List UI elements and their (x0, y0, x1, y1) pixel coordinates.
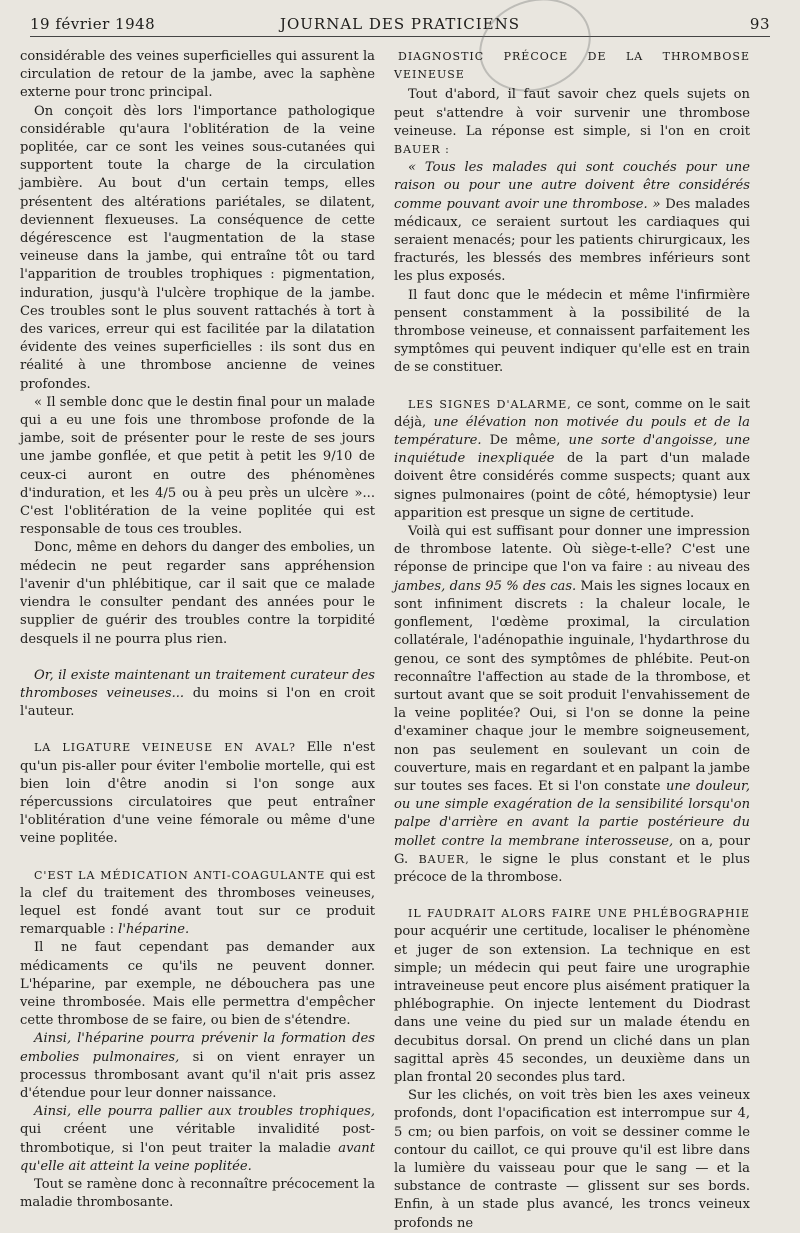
author-name: BAUER, (418, 852, 470, 866)
paragraph: Il ne faut cependant pas demander aux médicaments ce qu'ils ne peuvent donner. L'héparine, par exemple, ne débouchera pas une veine thrombosée. Mais elle permettra d'empêcher cette thrombose de se faire, ou bien de s'étendre. (20, 940, 375, 1029)
section-heading: DIAGNOSTIC PRÉCOCE DE LA THROMBOSE VEINEUSE (394, 50, 750, 82)
paragraph: LA LIGATURE VEINEUSE EN AVAL? Elle n'est qu'un pis-aller pour éviter l'embolie mortelle, qui est bien loin d'être anodin si l'on songe aux répercussions circulatoires que peut entraîner l'oblitération d'une veine fémorale ou même d'une veine poplitée. (20, 740, 375, 847)
left-column (20, 48, 375, 1212)
paragraph: Il faut donc que le médecin et même l'infirmière pensent constamment à la possibilité de la thrombose veineuse, et connaissent parfaitement les symptômes qui peuvent indiquer qu'elle est en train de se constituer. (394, 287, 750, 376)
paragraph: Tout d'abord, il faut savoir chez quels sujets on peut s'attendre à voir survenir une thrombose veineuse. La réponse est simple, si l'on en croit BAUER : (394, 87, 750, 157)
paragraph: Donc, même en dehors du danger des embolies, un médecin ne peut regarder sans appréhension l'avenir d'un phlébitique, car il sait que ce malade viendra le consulter pendant des années pour le supplier de guérir des troubles contre la torpidité desquels il ne pourra plus rien. (20, 540, 375, 647)
paragraph: Tout se ramène donc à reconnaître précocement la maladie thrombosante. (20, 1176, 375, 1211)
paragraph: Voilà qui est suffisant pour donner une impression de thrombose latente. Où siège-t-elle? C'est une réponse de principe que l'on va faire : au niveau des jambes, dans 95 % des cas. Mais les signes locaux en sont infiniment discrets : la chaleur locale, le gonflement, l'œdème proximal, la circulation collatérale, l'adénopathie inguinale, l'hydarthrose du genou, ce sont des symptômes de phlébite. Peut-on reconnaître l'affection au stade de la thrombose, et surtout avant que se soit produit l'envahissement de la veine poplitée? Oui, si l'on se donne la peine d'examiner chaque jour le membre soigneusement, non pas seulement en soulevant un coin de couverture, mais en regardant et en palpant la jambe sur toutes ses faces. Et si l'on constate une douleur, ou une simple exagération de la sensibilité lorsqu'on palpe d'arrière en avant la partie postérieure du mollet contre la membrane interosseuse, on a, pour G. BAUER, le signe le plus constant et le plus précoce de la thrombose. (394, 524, 750, 885)
emphasis: Or, il existe maintenant un traitement curateur des thromboses veineuses... (20, 667, 375, 701)
quote-paragraph: « Il semble donc que le destin final pour un malade qui a eu une fois une thrombose profonde de la jambe, soit de présenter pour le reste de ses jours une jambe gonflée, et que petit à petit les 9/10 de ceux-ci auront en outre des phénomènes d'induration, et les 4/5 ou à peu près un ulcère »... C'est l'oblitération de la veine poplitée qui est responsable de tous ces troubles. (20, 394, 375, 538)
paragraph: C'EST LA MÉDICATION ANTI-COAGULANTE qui est la clef du traitement des thromboses veineuses, lequel est fondé avant tout sur ce produit remarquable : l'héparine. (20, 867, 375, 938)
run-in-heading: LA LIGATURE VEINEUSE EN AVAL? (34, 741, 296, 755)
paragraph: Sur les clichés, on voit très bien les axes veineux profonds, dont l'opacification est interrompue sur 4, 5 cm; ou bien parfois, on voit se dessiner comme le contour du caillot, ce qui prouve qu'il est libre dans la lumière du vaisseau pour que le sang — et la substance de contraste — glissent sur ses bords. Enfin, à un stade plus avancé, les troncs veineux profonds ne (394, 1088, 750, 1231)
author-name: BAUER : (394, 143, 450, 157)
quote-paragraph: « Tous les malades qui sont couchés pour une raison ou pour une autre doivent être considérés comme pouvant avoir une thrombose. » Des malades médicaux, ce seraient surtout les cardiaques qui seraient menacés; pour les patients chirurgicaux, les fracturés, les blessés des membres inférieurs sont les plus exposés. (394, 160, 751, 285)
paragraph: On conçoit dès lors l'importance pathologique considérable qu'aura l'oblitération de la veine poplitée, car ce sont les veines sous-cutanées qui supportent toute la charge de la circulation jambière. Au bout d'un certain temps, elles présentent des altérations pariétales, se dilatent, deviennent flexueuses. La conséquence de cette dégérescence est l'augmentation de la stase veineuse dans la jambe, qui entraîne tôt ou tard l'apparition de troubles trophiques : pigmentation, induration, jusqu'à l'ulcère trophique de la jambe. Ces troubles sont le plus souvent rattachés à tort à des varices, erreur qui est facilitée par la dilatation évidente des veines superficielles : ils sont dus en réalité à une thrombose ancienne de veines profondes. (20, 103, 375, 392)
paragraph: Ainsi, elle pourra pallier aux troubles trophiques, qui créent une véritable invalidité post-thrombotique, si l'on peut traiter la maladie avant qu'elle ait atteint la veine poplitée. (20, 1104, 375, 1174)
run-in-heading: LES SIGNES D'ALARME, (408, 397, 572, 411)
run-in-heading: IL FAUDRAIT ALORS FAIRE UNE PHLÉBOGRAPHIE (408, 907, 750, 921)
paragraph: Or, il existe maintenant un traitement curateur des thromboses veineuses... du moins si l'on en croit l'auteur. (20, 667, 375, 720)
paragraph: LES SIGNES D'ALARME, ce sont, comme on le sait déjà, une élévation non motivée du pouls et de la température. De même, une sorte d'angoisse, une inquiétude inexpliquée de la part d'un malade doivent être considérés comme suspects; quant aux signes pulmonaires (point de côté, hémoptysie) leur apparition est presque un signe de certitude. (394, 396, 750, 521)
right-column (394, 48, 750, 1233)
run-in-heading: C'EST LA MÉDICATION ANTI-COAGULANTE (34, 868, 326, 882)
running-header (30, 12, 770, 37)
journal-title: JOURNAL DES PRATICIENS (279, 15, 521, 33)
paragraph: considérable des veines superficielles qui assurent la circulation de retour de la jambe, avec la saphène externe pour tronc principal. (20, 49, 375, 101)
page-number: 93 (749, 15, 770, 33)
issue-date: 19 février 1948 (30, 15, 156, 33)
paragraph: IL FAUDRAIT ALORS FAIRE UNE PHLÉBOGRAPHIE pour acquérir une certitude, localiser le phénomène et juger de son extension. La technique en est simple; un médecin qui peut faire une urographie intraveineuse peut encore plus aisément pratiquer la phlébographie. On injecte lentement du Diodrast dans une veine du pied sur un malade étendu en decubitus dorsal. On prend un cliché dans un plan sagittal après 45 secondes, un deuxième dans un plan frontal 20 secondes plus tard. (394, 907, 750, 1085)
paragraph: Ainsi, l'héparine pourra prévenir la formation des embolies pulmonaires, si on vient enrayer un processus thrombosant avant qu'il n'ait pris assez d'étendue pour leur donner naissance. (20, 1031, 375, 1101)
